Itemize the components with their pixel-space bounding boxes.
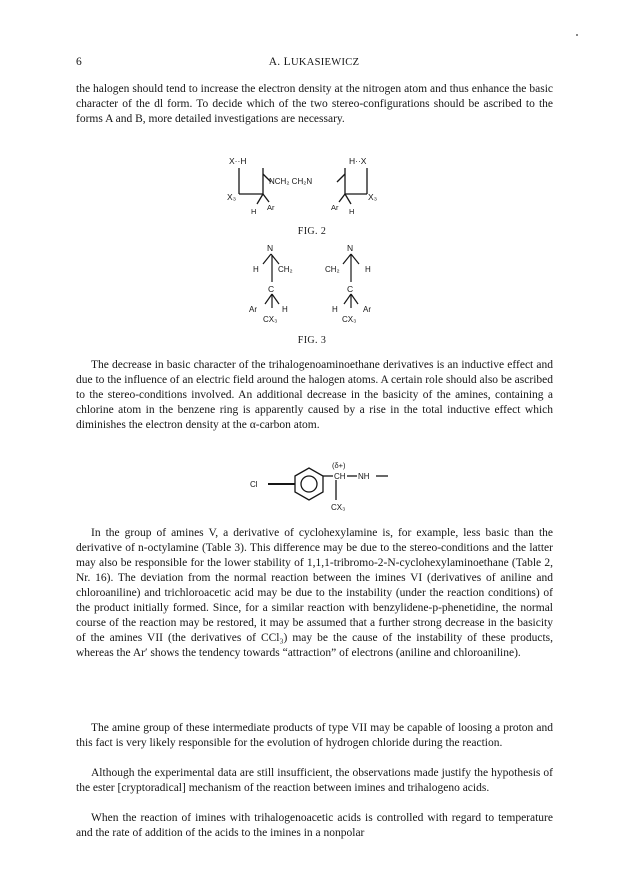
fig2-label-nch2: NCH₂ CH₂N — [269, 177, 313, 186]
speck — [576, 34, 578, 36]
cx3-label: CX₃ — [331, 503, 346, 512]
paragraph-6 — [76, 811, 553, 841]
paragraph-5 — [76, 766, 553, 796]
cl-label: Cl — [250, 480, 258, 489]
paragraph-5-text: Although the experimental data are still insufficient, the observations made justify the hypothesis of the ester [cryptoradical] mechanism of the reaction between imines and trihalogeno acids. — [76, 767, 553, 794]
paragraph-2 — [76, 358, 553, 433]
paragraph-4-text: The amine group of these intermediate products of type VII may be capable of loosing a proton and this fact is very likely responsible for the evolution of hydrogen chloride during the reaction. — [76, 722, 553, 749]
fig3-label-h-left: H — [253, 265, 259, 274]
paragraph-2-text: The decrease in basic character of the trihalogenoaminoethane derivatives is an inductive effect and due to the influence of an electric field around the halogen atoms. A certain role should also be ascribed to the stereo-conditions involved. An additional decrease in the basicity of the amines, containing a chlorine atom in the benzene ring is apparently caused by a rise in the total inductive effect which diminishes the electron density at the α-carbon atom. — [76, 359, 553, 431]
fig2-label-hx-right: H··X — [349, 156, 367, 166]
fig3-label-h-right: H — [365, 265, 371, 274]
fig2-label-x3-left: X₃ — [227, 192, 237, 202]
fig3-label-c-right: C — [347, 284, 354, 294]
fig3-label-n-right: N — [347, 243, 354, 253]
fig2-label-ar-left: Ar — [267, 203, 275, 212]
author-initial: A. L — [268, 56, 291, 68]
figure-3-diagram — [245, 240, 385, 332]
fig2-label-xh-left: X··H — [229, 156, 247, 166]
fig3-label-c-left: C — [268, 284, 275, 294]
fig3-label-h2-left: H — [282, 305, 288, 314]
fig3-label-n-left: N — [267, 243, 274, 253]
paragraph-4 — [76, 721, 553, 751]
paragraph-6-text: When the reaction of imines with trihalogenoacetic acids is controlled with regard to temperature and the rate of addition of the acids to the imines in a nonpolar — [76, 812, 553, 839]
page-number: 6 — [76, 56, 82, 68]
running-header — [76, 56, 552, 72]
fig2-label-h-right: H — [349, 207, 355, 216]
fig3-label-ch2-right: CH₂ — [325, 265, 340, 274]
fig2-label-h-left: H — [251, 207, 257, 216]
delta-plus-label: (δ+) — [332, 461, 346, 470]
fig3-label-h2-right: H — [332, 305, 338, 314]
running-author — [76, 56, 552, 68]
fig2-label-x3-right: X₃ — [368, 192, 378, 202]
paragraph-1-text: the halogen should tend to increase the electron density at the nitrogen atom and thus enhance the basic character of the dl form. To decide which of the two stereo-configurations should be ascribed to the forms A and B, more detailed investigations are necessary. — [76, 83, 553, 125]
fig3-label-ar-left: Ar — [249, 305, 257, 314]
fig3-label-cx3-right: CX₃ — [342, 315, 357, 324]
figure-2-diagram — [225, 152, 405, 226]
paragraph-1 — [76, 82, 553, 127]
chlorobenzene-structure — [230, 454, 410, 524]
fig2-label-ar-right: Ar — [331, 203, 339, 212]
paragraph-3 — [76, 526, 553, 661]
figure-3-caption: FIG. 3 — [297, 335, 327, 346]
paragraph-3-text: In the group of amines V, a derivative of cyclohexylamine is, for example, less basic than the derivative of n-octylamine (Table 3). This difference may be due to the stereo-conditions and the latter may also be responsible for the lower stability of 1,1,1-tribromo-2-N-cyclohexylaminoethane (Table 2, Nr. 16). The deviation from the normal reaction between the imines VI (derivatives of aniline and chloroaniline) and trichloroacetic acid may be due to the instability (under the reaction conditions) of the product initially formed. Since, for a similar reaction with benzylidene-p-phenetidine, the normal course of the reaction may be restored, it may be assumed that a further strong decrease in the basicity of the amines VII (the derivatives of CCl₃) may be the cause of the instability of these products, whereas the Ar′ shows the tendency towards “attraction” of electrons (aniline and chloroaniline). — [76, 527, 553, 659]
nh-label: NH — [358, 472, 370, 481]
fig3-label-ar-right: Ar — [363, 305, 371, 314]
ch-label: CH — [334, 472, 346, 481]
author-rest: UKASIEWICZ — [290, 57, 360, 68]
figure-2-caption: FIG. 2 — [297, 226, 327, 237]
fig3-label-ch2-left: CH₂ — [278, 265, 293, 274]
fig3-label-cx3-left: CX₃ — [263, 315, 278, 324]
